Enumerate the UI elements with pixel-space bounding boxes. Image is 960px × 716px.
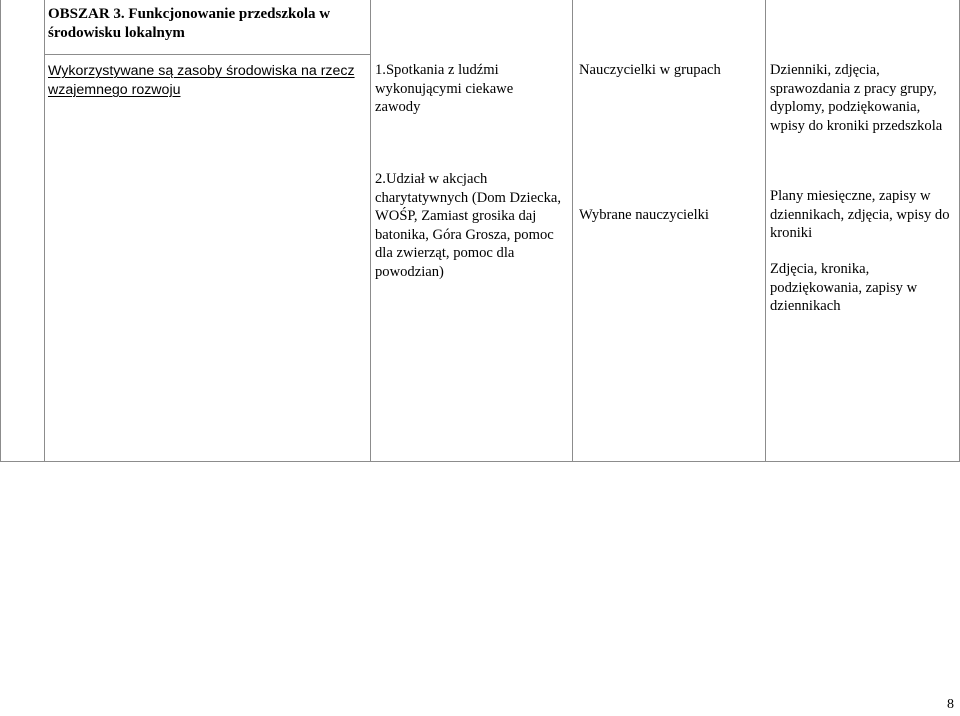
column-divider-1 xyxy=(44,0,45,462)
column-divider-2 xyxy=(370,0,371,462)
activity-1: 1.Spotkania z ludźmi wykonującymi ciekawe zawody xyxy=(375,62,514,116)
table-border-left xyxy=(0,0,1,462)
column-divider-4 xyxy=(765,0,766,462)
responsible-2: Wybrane nauczycielki xyxy=(579,207,709,223)
page-number: 8 xyxy=(947,697,954,712)
title-cell-divider xyxy=(44,54,370,55)
evidence-2a: Plany miesięczne, zapisy w dziennikach, zdjęcia, wpisy do kroniki xyxy=(770,188,950,242)
table-border-bottom xyxy=(0,461,960,462)
activity-2: 2.Udział w akcjach charytatywnych (Dom Dziecka, WOŚP, Zamiast grosika daj batonika, Góra Grosza, pomoc dla zwierząt, pomoc dla powodzian) xyxy=(375,171,561,280)
evidence-1: Dzienniki, zdjęcia, sprawozdania z pracy grupy, dyplomy, podziękowania, wpisy do kroniki przedszkola xyxy=(770,62,943,134)
column-divider-3 xyxy=(572,0,573,462)
evidence-2b: Zdjęcia, kronika, podziękowania, zapisy w dziennikach xyxy=(770,261,918,315)
responsible-1: Nauczycielki w grupach xyxy=(579,62,721,78)
section-requirement: Wykorzystywane są zasoby środowiska na rzecz wzajemnego rozwoju xyxy=(48,63,355,98)
section-title: OBSZAR 3. Funkcjonowanie przedszkola w środowisku lokalnym xyxy=(48,6,331,41)
